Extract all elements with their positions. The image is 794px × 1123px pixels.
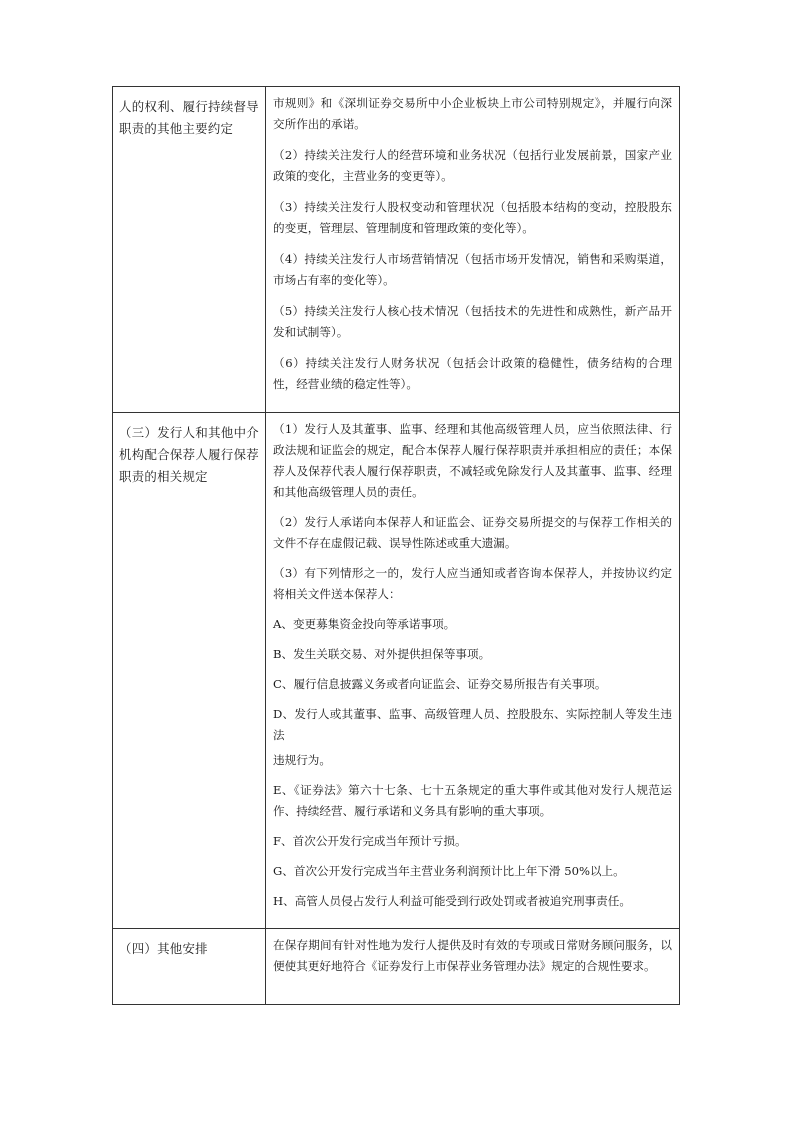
list-item-a: A、变更募集资金投向等承诺事项。 <box>273 617 456 631</box>
row-content <box>266 929 680 1005</box>
table-row <box>113 87 680 413</box>
list-item-e: E、《证券法》第六十七条、七十五条规定的重大事件或其他对发行人规范运作、持续经营、履行承诺和义务具有影响的重大事项。 <box>273 783 672 818</box>
table-row <box>113 929 680 1005</box>
list-item-c: C、履行信息披露义务或者向证监会、证券交易所报告有关事项。 <box>273 677 607 691</box>
row-content <box>266 87 680 413</box>
table-row <box>113 413 680 929</box>
list-item-h: H、高管人员侵占发行人利益可能受到行政处罚或者被追究刑事责任。 <box>273 894 631 908</box>
content-paragraph: 在保存期间有针对性地为发行人提供及时有效的专项或日常财务顾问服务，以便使其更好地符合《证券发行上市保荐业务管理办法》规定的合规性要求。 <box>273 938 672 973</box>
row-label: 人的权利、履行持续督导职责的其他主要约定 <box>113 87 266 413</box>
content-paragraph: （2）持续关注发行人的经营环境和业务状况（包括行业发展前景，国家产业政策的变化，主营业务的变更等）。 <box>273 148 672 183</box>
content-paragraph: （3）持续关注发行人股权变动和管理状况（包括股本结构的变动，控股股东的变更，管理层、管理制度和管理政策的变化等）。 <box>273 200 672 235</box>
content-paragraph: （1）发行人及其董事、监事、经理和其他高级管理人员，应当依照法律、行政法规和证监会的规定，配合本保荐人履行保荐职责并承担相应的责任；本保荐人及保荐代表人履行保荐职责，不减轻或免除发行人及其董事、监事、经理和其他高级管理人员的责任。 <box>273 422 672 499</box>
row-label: （三）发行人和其他中介机构配合保荐人履行保荐职责的相关规定 <box>113 413 266 929</box>
list-item-g: G、首次公开发行完成当年主营业务利润预计比上年下滑 50%以上。 <box>273 864 625 878</box>
row-content <box>266 413 680 929</box>
list-item-f: F、首次公开发行完成当年预计亏损。 <box>273 834 467 848</box>
content-paragraph: （5）持续关注发行人核心技术情况（包括技术的先进性和成熟性，新产品开发和试制等）。 <box>273 304 672 339</box>
list-item-d: D、发行人或其董事、监事、高级管理人员、控股股东、实际控制人等发生违法 <box>273 707 672 742</box>
content-paragraph: （4）持续关注发行人市场营销情况（包括市场开发情况，销售和采购渠道，市场占有率的变化等）。 <box>273 252 672 287</box>
agreement-table <box>112 86 680 1005</box>
content-paragraph: 市规则》和《深圳证券交易所中小企业板块上市公司特别规定》，并履行向深交所作出的承诺。 <box>273 96 672 131</box>
list-item-d-continued: 违规行为。 <box>273 753 331 767</box>
content-paragraph: （2）发行人承诺向本保荐人和证监会、证券交易所提交的与保荐工作相关的文件不存在虚假记载、误导性陈述或重大遗漏。 <box>273 515 672 550</box>
row-label: （四）其他安排 <box>113 929 266 1005</box>
content-paragraph: （6）持续关注发行人财务状况（包括会计政策的稳健性，债务结构的合理性，经营业绩的稳定性等）。 <box>273 356 672 391</box>
list-item-b: B、发生关联交易、对外提供担保等事项。 <box>273 647 491 661</box>
content-paragraph: （3）有下列情形之一的，发行人应当通知或者咨询本保荐人，并按协议约定将相关文件送本保荐人： <box>273 566 672 601</box>
